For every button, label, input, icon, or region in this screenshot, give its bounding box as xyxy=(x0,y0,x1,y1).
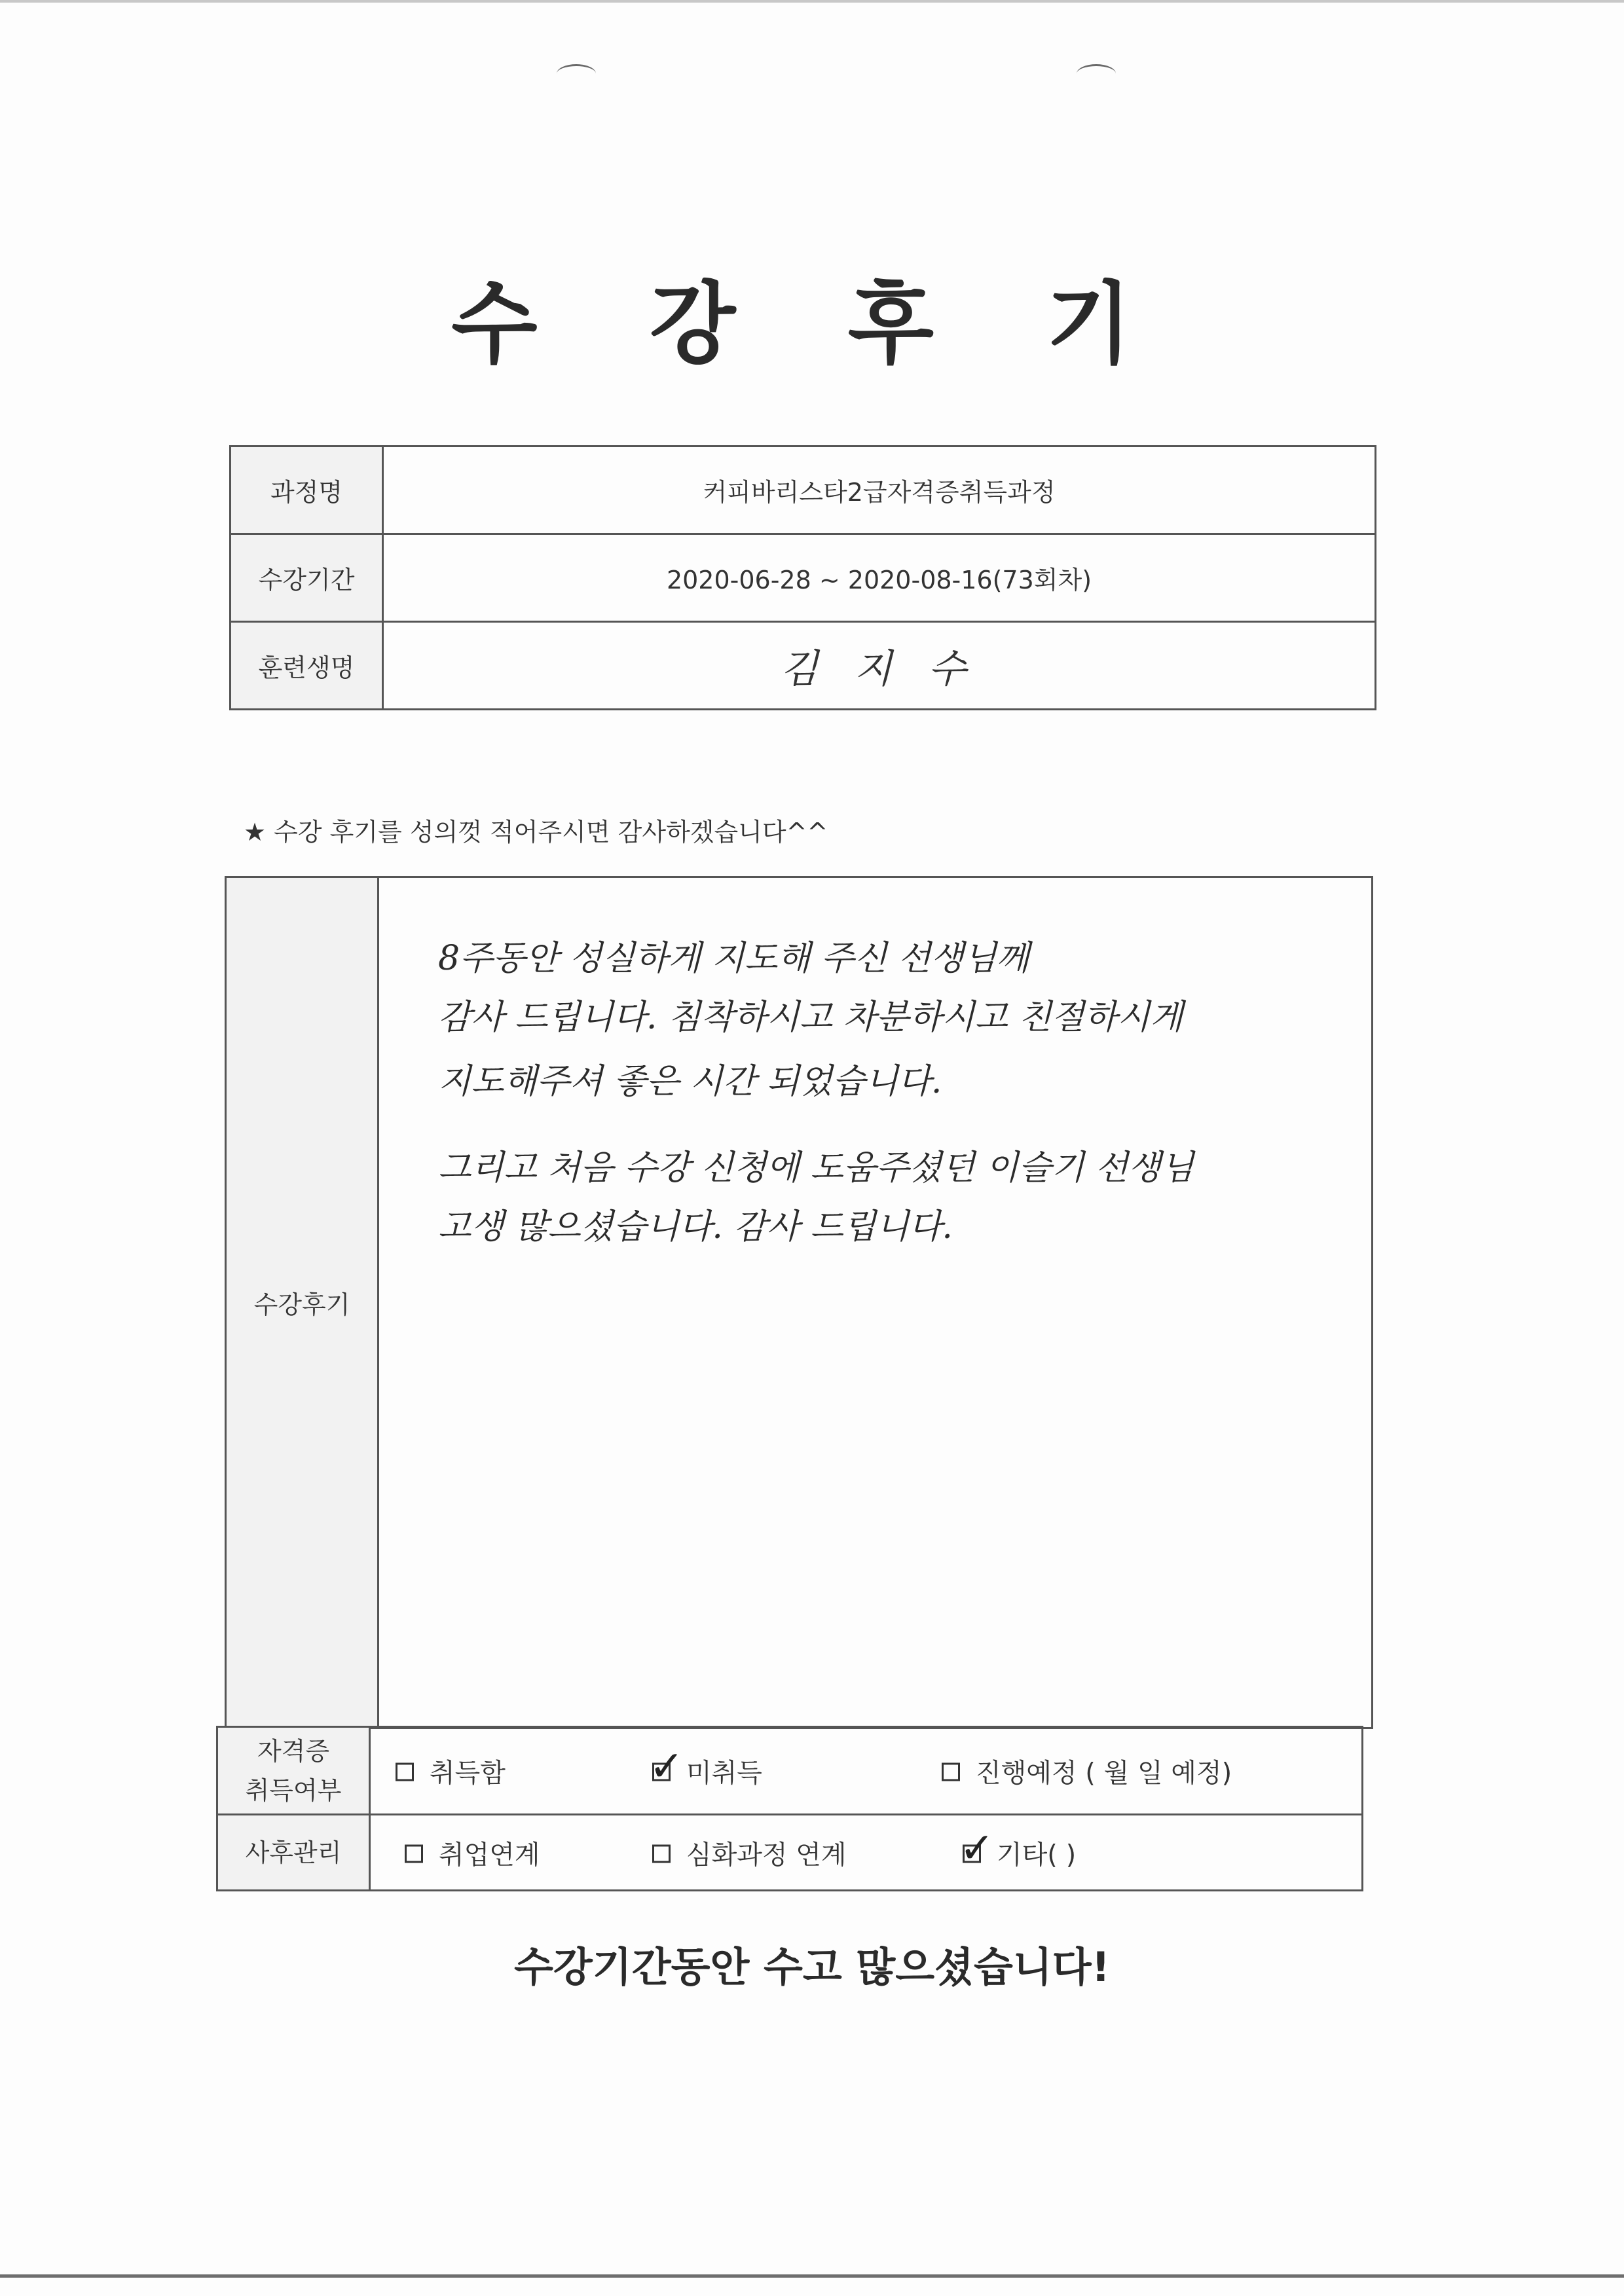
checkbox-icon[interactable] xyxy=(405,1844,423,1863)
review-row xyxy=(226,877,1373,1728)
checkbox-checked-icon[interactable] xyxy=(649,1742,684,1791)
scan-edge-top xyxy=(0,0,1624,3)
review-line: 감사 드립니다. 침착하시고 차분하시고 친절하시게 xyxy=(438,998,1183,1037)
option-acquired[interactable]: 취득함 xyxy=(396,1752,506,1789)
review-line: 고생 많으셨습니다. 감사 드립니다. xyxy=(438,1207,953,1247)
certification-row xyxy=(217,1727,1363,1815)
certification-options xyxy=(370,1727,1363,1815)
checkbox-checked-icon[interactable] xyxy=(959,1824,995,1872)
period-value: 2020-06-28 ~ 2020-08-16(73회차) xyxy=(383,534,1376,622)
document-title: 수 강 후 기 xyxy=(451,273,1173,376)
trainee-row xyxy=(231,622,1376,710)
review-label: 수강후기 xyxy=(226,877,378,1728)
period-label: 수강기간 xyxy=(231,534,383,622)
trainee-label: 훈련생명 xyxy=(231,622,383,710)
aftercare-options xyxy=(370,1815,1363,1891)
closing-message: 수강기간동안 수고 많으셨습니다! xyxy=(514,1943,1110,1991)
checkbox-icon[interactable] xyxy=(396,1762,414,1781)
review-line: 8주동안 성실하게 지도해 주신 선생님께 xyxy=(438,939,1029,978)
aftercare-row xyxy=(217,1815,1363,1891)
review-notice: ★ 수강 후기를 성의껏 적어주시면 감사하겠습니다^^ xyxy=(244,818,828,847)
aftercare-label: 사후관리 xyxy=(217,1815,370,1891)
review-content xyxy=(378,877,1373,1728)
review-line: 그리고 처음 수강 신청에 도움주셨던 이슬기 선생님 xyxy=(438,1148,1194,1188)
course-info-table xyxy=(229,445,1376,710)
review-table xyxy=(225,876,1373,1729)
option-in-progress[interactable]: 진행예정 ( 월 일 예정) xyxy=(942,1752,1232,1789)
course-label: 과정명 xyxy=(231,446,383,534)
trainee-name: 김 지 수 xyxy=(383,622,1376,710)
scan-edge-bottom xyxy=(0,2274,1624,2278)
course-row xyxy=(231,446,1376,534)
period-row xyxy=(231,534,1376,622)
course-value: 커피바리스타2급자격증취득과정 xyxy=(383,446,1376,534)
checkbox-icon[interactable] xyxy=(652,1844,671,1863)
status-table xyxy=(216,1726,1363,1891)
check-mark-icon: ✓ xyxy=(649,1742,684,1791)
check-mark-icon: ✓ xyxy=(959,1824,995,1872)
option-employment-link[interactable]: 취업연계 xyxy=(405,1834,540,1871)
certification-label: 자격증 취득여부 xyxy=(217,1727,370,1815)
option-other[interactable]: ✓ 기타( ) xyxy=(959,1824,1077,1872)
checkbox-icon[interactable] xyxy=(942,1762,960,1781)
punch-hole-right xyxy=(1077,64,1116,83)
option-not-acquired[interactable]: ✓ 미취득 xyxy=(649,1742,762,1791)
punch-hole-left xyxy=(557,64,596,83)
review-line: 지도해주셔 좋은 시간 되었습니다. xyxy=(438,1062,942,1101)
option-advanced-course[interactable]: 심화과정 연계 xyxy=(652,1834,847,1871)
